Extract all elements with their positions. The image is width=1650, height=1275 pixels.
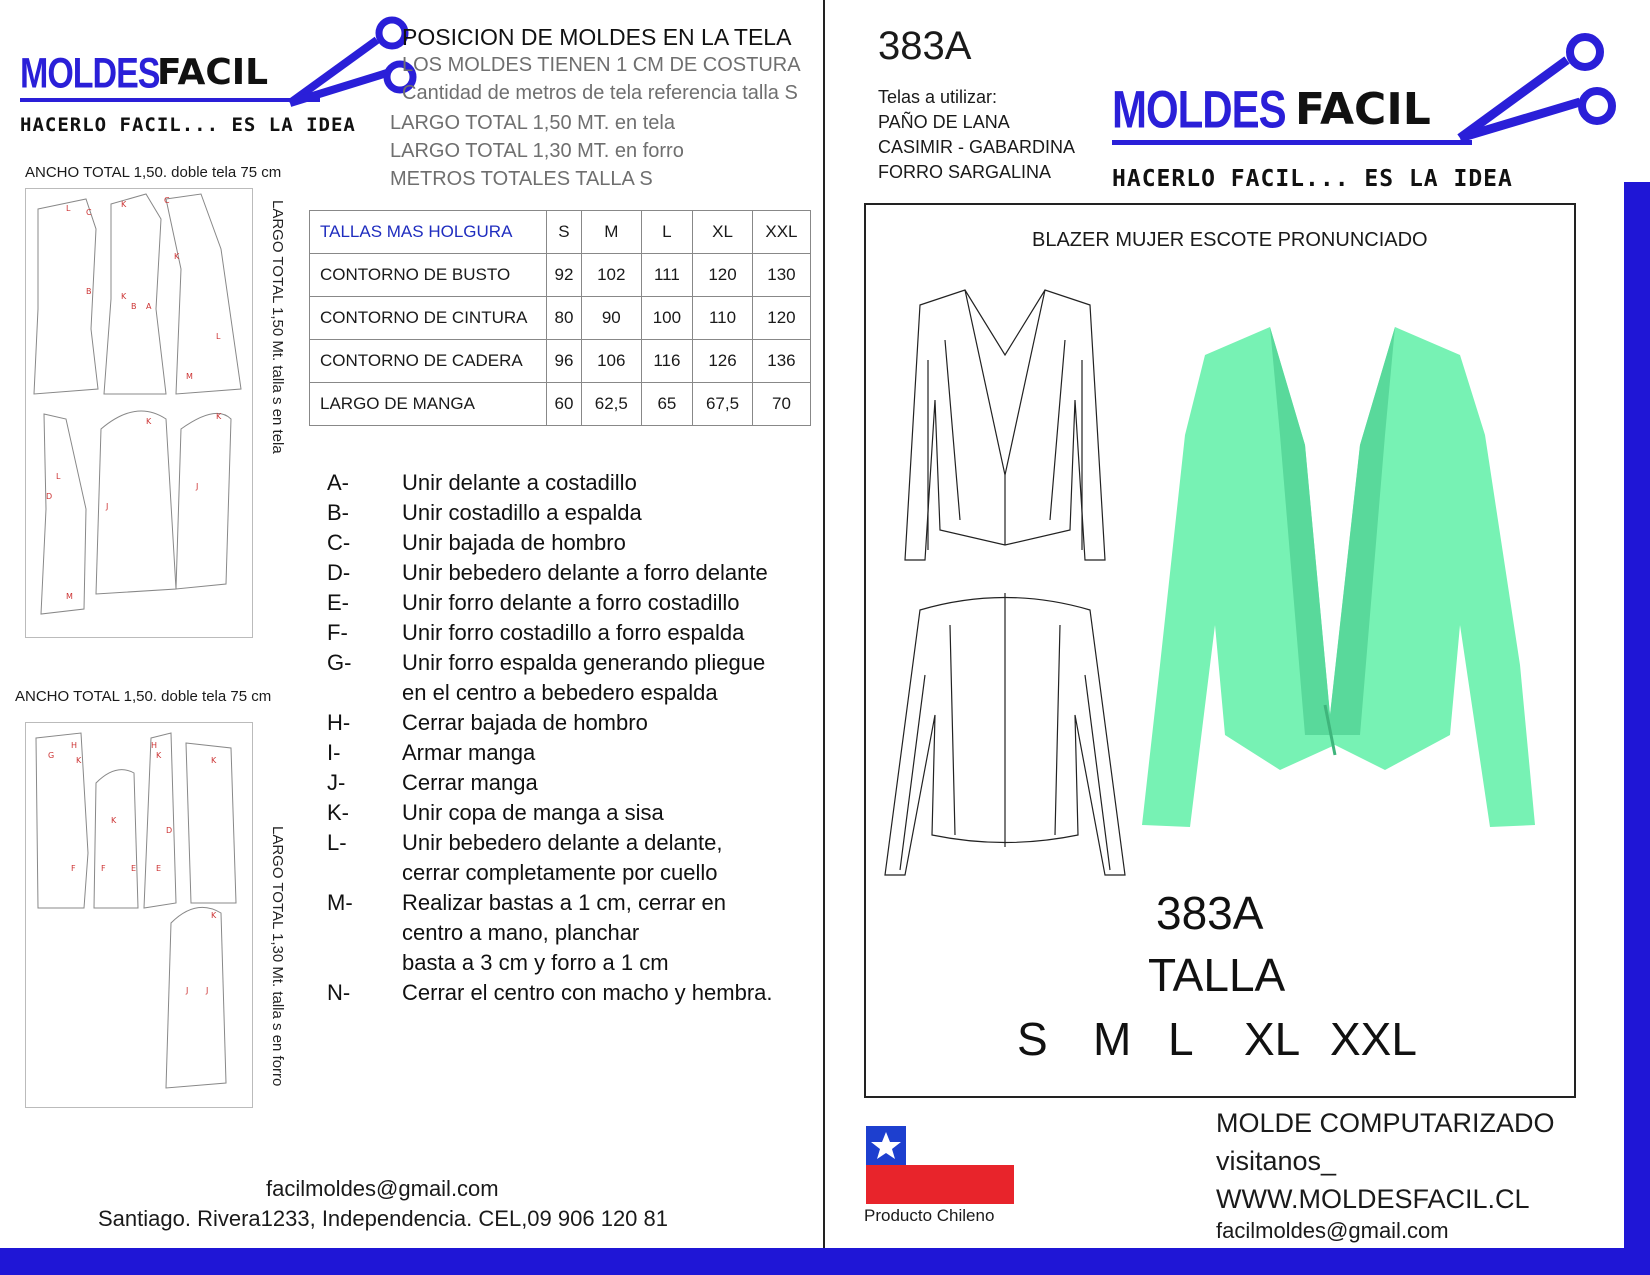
step-text: Cerrar bajada de hombro — [402, 710, 648, 735]
size-option: XL — [1244, 1013, 1301, 1065]
size-title: TALLA — [1148, 949, 1286, 1001]
svg-text:C: C — [164, 196, 170, 205]
step-text: Unir bebedero delante a delante, — [402, 830, 723, 855]
table-cell: 120 — [752, 297, 810, 340]
header-cell: L — [641, 211, 692, 254]
svg-text:H: H — [151, 741, 158, 750]
info-line-3: LARGO TOTAL 1,50 MT. en tela — [390, 112, 675, 134]
product-code-large: 383A — [1156, 887, 1264, 939]
step-text: Unir forro espalda generando pliegue — [402, 650, 766, 675]
table-cell: 67,5 — [693, 383, 753, 426]
header-cell: XL — [693, 211, 753, 254]
step-key: D- — [327, 560, 351, 585]
table-cell: 116 — [641, 340, 692, 383]
blazer-photo — [1130, 315, 1550, 835]
fabric-item: FORRO SARGALINA — [878, 162, 1052, 182]
svg-text:K: K — [76, 756, 82, 765]
step-text: en el centro a bebedero espalda — [402, 680, 718, 705]
row-label: LARGO DE MANGA — [310, 383, 547, 426]
bottom-width-label: ANCHO TOTAL 1,50. doble tela 75 cm — [15, 688, 272, 705]
svg-text:F: F — [71, 864, 76, 873]
svg-text:K: K — [121, 292, 127, 301]
table-cell: 65 — [641, 383, 692, 426]
svg-text:K: K — [174, 252, 180, 261]
pattern-pieces-lining — [26, 723, 252, 1107]
svg-text:L: L — [56, 472, 61, 481]
left-footer-address: Santiago. Rivera1233, Independencia. CEL,09 906 120 81 — [98, 1206, 668, 1231]
table-cell: 92 — [547, 254, 582, 297]
table-row — [310, 297, 811, 340]
technical-drawing-front — [880, 280, 1130, 580]
step-text: Armar manga — [402, 740, 536, 765]
step-text: Cerrar manga — [402, 770, 538, 795]
svg-text:J: J — [196, 482, 199, 491]
table-cell: 136 — [752, 340, 810, 383]
svg-text:A: A — [146, 302, 152, 311]
table-cell: 96 — [547, 340, 582, 383]
step-key: J- — [327, 770, 346, 795]
header-cell: TALLAS MAS HOLGURA — [310, 211, 547, 254]
table-row — [310, 340, 811, 383]
svg-text:K: K — [211, 756, 217, 765]
footer-line-computerized: MOLDE COMPUTARIZADO — [1216, 1108, 1555, 1138]
svg-text:F: F — [101, 864, 106, 873]
right-logo — [1112, 80, 1632, 150]
step-text: Unir forro costadillo a forro espalda — [402, 620, 745, 645]
step-text: centro a mano, planchar — [402, 920, 640, 945]
logo-word-moldes: MOLDES — [20, 50, 160, 98]
left-logo — [20, 50, 400, 110]
step-key: H- — [327, 710, 351, 735]
header-cell: S — [547, 211, 582, 254]
info-line-1: LOS MOLDES TIENEN 1 CM DE COSTURA — [402, 54, 801, 76]
svg-text:B: B — [131, 302, 137, 311]
pattern-pieces-fabric — [26, 189, 252, 637]
step-text: Unir copa de manga a sisa — [402, 800, 664, 825]
scissors-icon — [282, 15, 422, 115]
table-cell: 126 — [693, 340, 753, 383]
right-blue-bar — [1624, 182, 1650, 1248]
left-tagline: HACERLO FACIL... ES LA IDEA — [20, 114, 356, 136]
svg-text:L: L — [66, 204, 71, 213]
step-key: L- — [327, 830, 347, 855]
svg-text:D: D — [166, 826, 173, 835]
step-key: K- — [327, 800, 349, 825]
fabrics-title: Telas a utilizar: — [878, 87, 998, 107]
step-key: C- — [327, 530, 351, 555]
svg-text:J: J — [206, 986, 209, 995]
step-text: Unir costadillo a espalda — [402, 500, 642, 525]
svg-text:K: K — [216, 412, 222, 421]
svg-text:M: M — [186, 372, 193, 381]
top-width-label: ANCHO TOTAL 1,50. doble tela 75 cm — [25, 164, 282, 181]
svg-text:H: H — [71, 741, 78, 750]
svg-text:M: M — [66, 592, 73, 601]
table-cell: 70 — [752, 383, 810, 426]
size-option: S — [1017, 1013, 1048, 1065]
step-text: Realizar bastas a 1 cm, cerrar en — [402, 890, 727, 915]
step-key: A- — [327, 470, 349, 495]
bottom-length-label: LARGO TOTAL 1,30 Mt. talla s en forro — [269, 826, 286, 1087]
info-line-5: METROS TOTALES TALLA S — [390, 168, 653, 190]
table-cell: 102 — [581, 254, 641, 297]
product-code-header: 383A — [878, 24, 972, 68]
svg-text:J: J — [186, 986, 189, 995]
size-option: M — [1093, 1013, 1132, 1065]
scissors-icon — [1452, 30, 1622, 150]
svg-text:K: K — [111, 816, 117, 825]
svg-text:G: G — [48, 751, 55, 760]
bottom-blue-bar — [0, 1248, 1650, 1275]
step-key: G- — [327, 650, 352, 675]
row-label: CONTORNO DE CADERA — [310, 340, 547, 383]
step-key: F- — [327, 620, 348, 645]
table-cell: 62,5 — [581, 383, 641, 426]
fabric-layout-top — [25, 188, 253, 638]
svg-text:J: J — [106, 502, 109, 511]
step-text: Unir bebedero delante a forro delante — [402, 560, 768, 585]
table-cell: 120 — [693, 254, 753, 297]
step-text: basta a 3 cm y forro a 1 cm — [402, 950, 669, 975]
row-label: CONTORNO DE CINTURA — [310, 297, 547, 340]
page-divider — [823, 0, 825, 1275]
svg-text:E: E — [156, 864, 162, 873]
footer-line-visit: visitanos_ — [1216, 1146, 1337, 1176]
table-cell: 110 — [693, 297, 753, 340]
step-text: Unir forro delante a forro costadillo — [402, 590, 740, 615]
step-text: cerrar completamente por cuello — [402, 860, 718, 885]
step-key: M- — [327, 890, 353, 915]
top-length-label: LARGO TOTAL 1,50 Mt. talla s en tela — [269, 200, 286, 454]
technical-drawing-back — [880, 585, 1130, 885]
table-cell: 130 — [752, 254, 810, 297]
step-key: E- — [327, 590, 349, 615]
row-label: CONTORNO DE BUSTO — [310, 254, 547, 297]
logo-word-moldes: MOLDES — [1112, 80, 1286, 139]
svg-text:E: E — [131, 864, 137, 873]
layout-title: POSICION DE MOLDES EN LA TELA — [402, 24, 792, 50]
step-text: Cerrar el centro con macho y hembra. — [402, 980, 773, 1005]
info-line-2: Cantidad de metros de tela referencia talla S — [402, 82, 798, 104]
svg-text:C: C — [86, 208, 92, 217]
product-name: BLAZER MUJER ESCOTE PRONUNCIADO — [1032, 229, 1428, 251]
svg-text:K: K — [121, 200, 127, 209]
table-row — [310, 254, 811, 297]
chile-flag-icon — [866, 1126, 1014, 1204]
svg-text:K: K — [211, 911, 217, 920]
instructions-list — [327, 470, 807, 1010]
logo-word-facil: FACIL — [1295, 84, 1431, 135]
step-text: Unir delante a costadillo — [402, 470, 637, 495]
table-cell: 111 — [641, 254, 692, 297]
step-key: B- — [327, 500, 349, 525]
lining-layout-bottom — [25, 722, 253, 1108]
step-text: Unir bajada de hombro — [402, 530, 626, 555]
logo-word-facil: FACIL — [157, 52, 269, 93]
size-option: L — [1168, 1013, 1194, 1065]
product-origin: Producto Chileno — [864, 1206, 995, 1225]
size-option: XXL — [1330, 1013, 1417, 1065]
table-cell: 90 — [581, 297, 641, 340]
svg-text:D: D — [46, 492, 53, 501]
svg-text:L: L — [216, 332, 221, 341]
header-cell: M — [581, 211, 641, 254]
table-cell: 100 — [641, 297, 692, 340]
left-footer-email[interactable]: facilmoldes@gmail.com — [266, 1176, 499, 1201]
right-footer-email[interactable]: facilmoldes@gmail.com — [1216, 1218, 1449, 1243]
header-cell: XXL — [752, 211, 810, 254]
step-key: N- — [327, 980, 351, 1005]
fabric-item: PAÑO DE LANA — [878, 112, 1010, 132]
table-cell: 80 — [547, 297, 582, 340]
size-table-header — [310, 211, 811, 254]
svg-text:B: B — [86, 287, 92, 296]
svg-text:K: K — [146, 417, 152, 426]
table-row — [310, 383, 811, 426]
fabric-item: CASIMIR - GABARDINA — [878, 137, 1076, 157]
svg-text:K: K — [156, 751, 162, 760]
info-line-4: LARGO TOTAL 1,30 MT. en forro — [390, 140, 684, 162]
table-cell: 60 — [547, 383, 582, 426]
size-table — [309, 210, 811, 426]
website-link[interactable]: WWW.MOLDESFACIL.CL — [1216, 1184, 1530, 1214]
right-tagline: HACERLO FACIL... ES LA IDEA — [1112, 166, 1513, 192]
table-cell: 106 — [581, 340, 641, 383]
step-key: I- — [327, 740, 341, 765]
